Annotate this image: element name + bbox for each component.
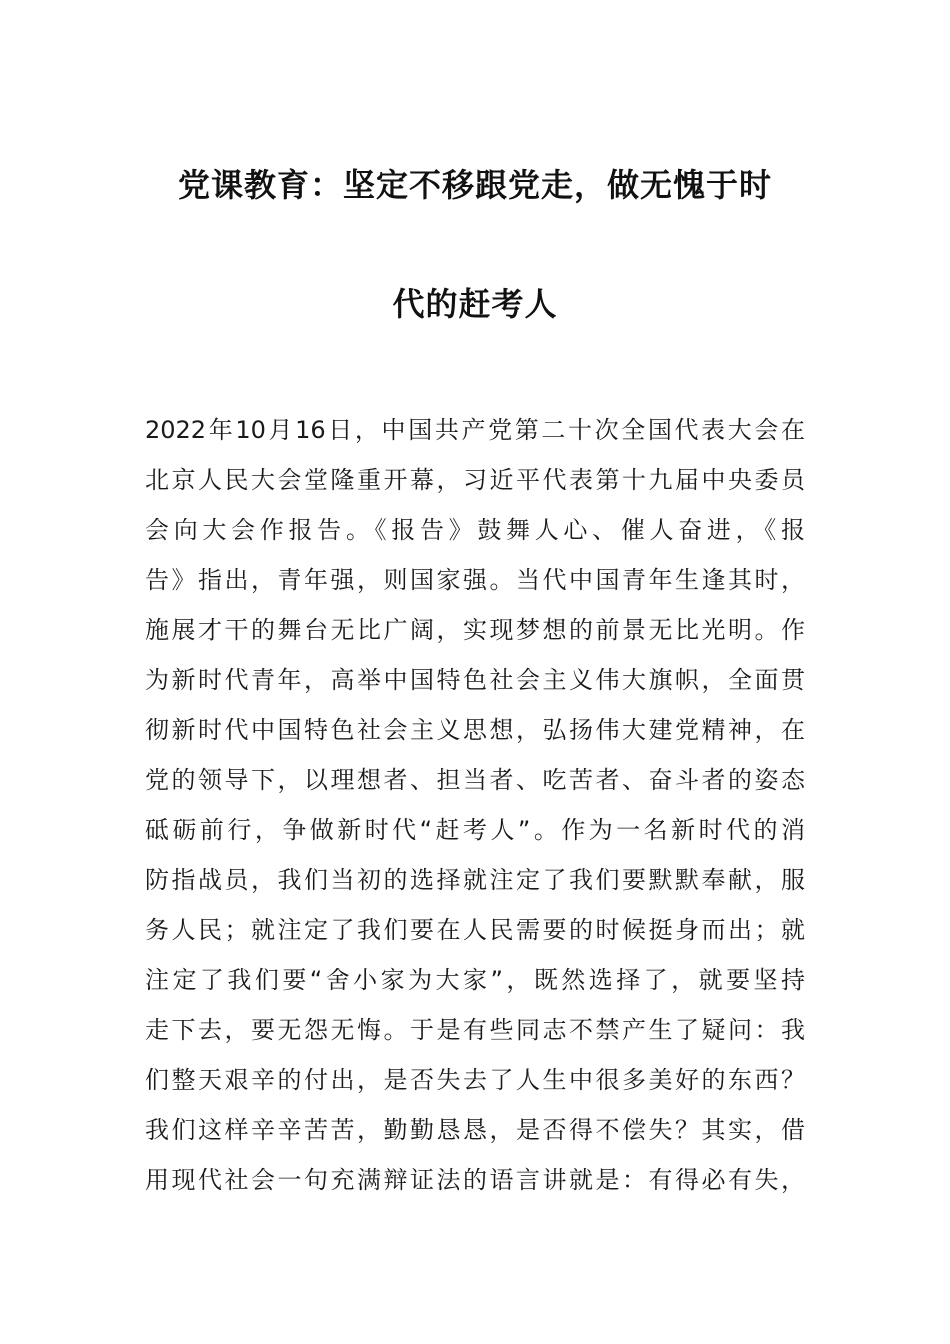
body-line: 为新时代青年，高举中国特色社会主义伟大旗帜，全面贯 (145, 666, 805, 694)
body-line: 走下去，要无怨无悔。于是有些同志不禁产生了疑问：我 (145, 1016, 805, 1044)
body-paragraph (145, 405, 805, 1205)
body-line: 告》指出，青年强，则国家强。当代中国青年生逢其时， (145, 566, 805, 594)
body-line: 北京人民大会堂隆重开幕，习近平代表第十九届中央委员 (145, 466, 805, 494)
body-line: 防指战员，我们当初的选择就注定了我们要默默奉献，服 (145, 866, 805, 894)
body-line: 砥砺前行，争做新时代“赶考人”。作为一名新时代的消 (145, 816, 805, 844)
body-line: 2022年10月16日，中国共产党第二十次全国代表大会在 (145, 416, 805, 444)
body-line: 我们这样辛辛苦苦，勤勤恳恳，是否得不偿失？其实，借 (145, 1116, 805, 1144)
body-line: 党的领导下，以理想者、担当者、吃苦者、奋斗者的姿态 (145, 766, 805, 794)
body-line: 施展才干的舞台无比广阔，实现梦想的前景无比光明。作 (145, 616, 805, 644)
body-line: 注定了我们要“舍小家为大家”，既然选择了，就要坚持 (145, 966, 805, 994)
document-title-line-1: 党课教育：坚定不移跟党走，做无愧于时 (177, 166, 772, 204)
document-title-line-2: 代的赶考人 (392, 285, 558, 323)
body-line: 会向大会作报告。《报告》鼓舞人心、催人奋进，《报 (145, 516, 805, 544)
body-line: 们整天艰辛的付出，是否失去了人生中很多美好的东西？ (145, 1066, 805, 1094)
body-line: 彻新时代中国特色社会主义思想，弘扬伟大建党精神，在 (145, 716, 805, 744)
body-line: 务人民；就注定了我们要在人民需要的时候挺身而出；就 (145, 916, 805, 944)
body-line: 用现代社会一句充满辩证法的语言讲就是：有得必有失， (145, 1166, 805, 1194)
